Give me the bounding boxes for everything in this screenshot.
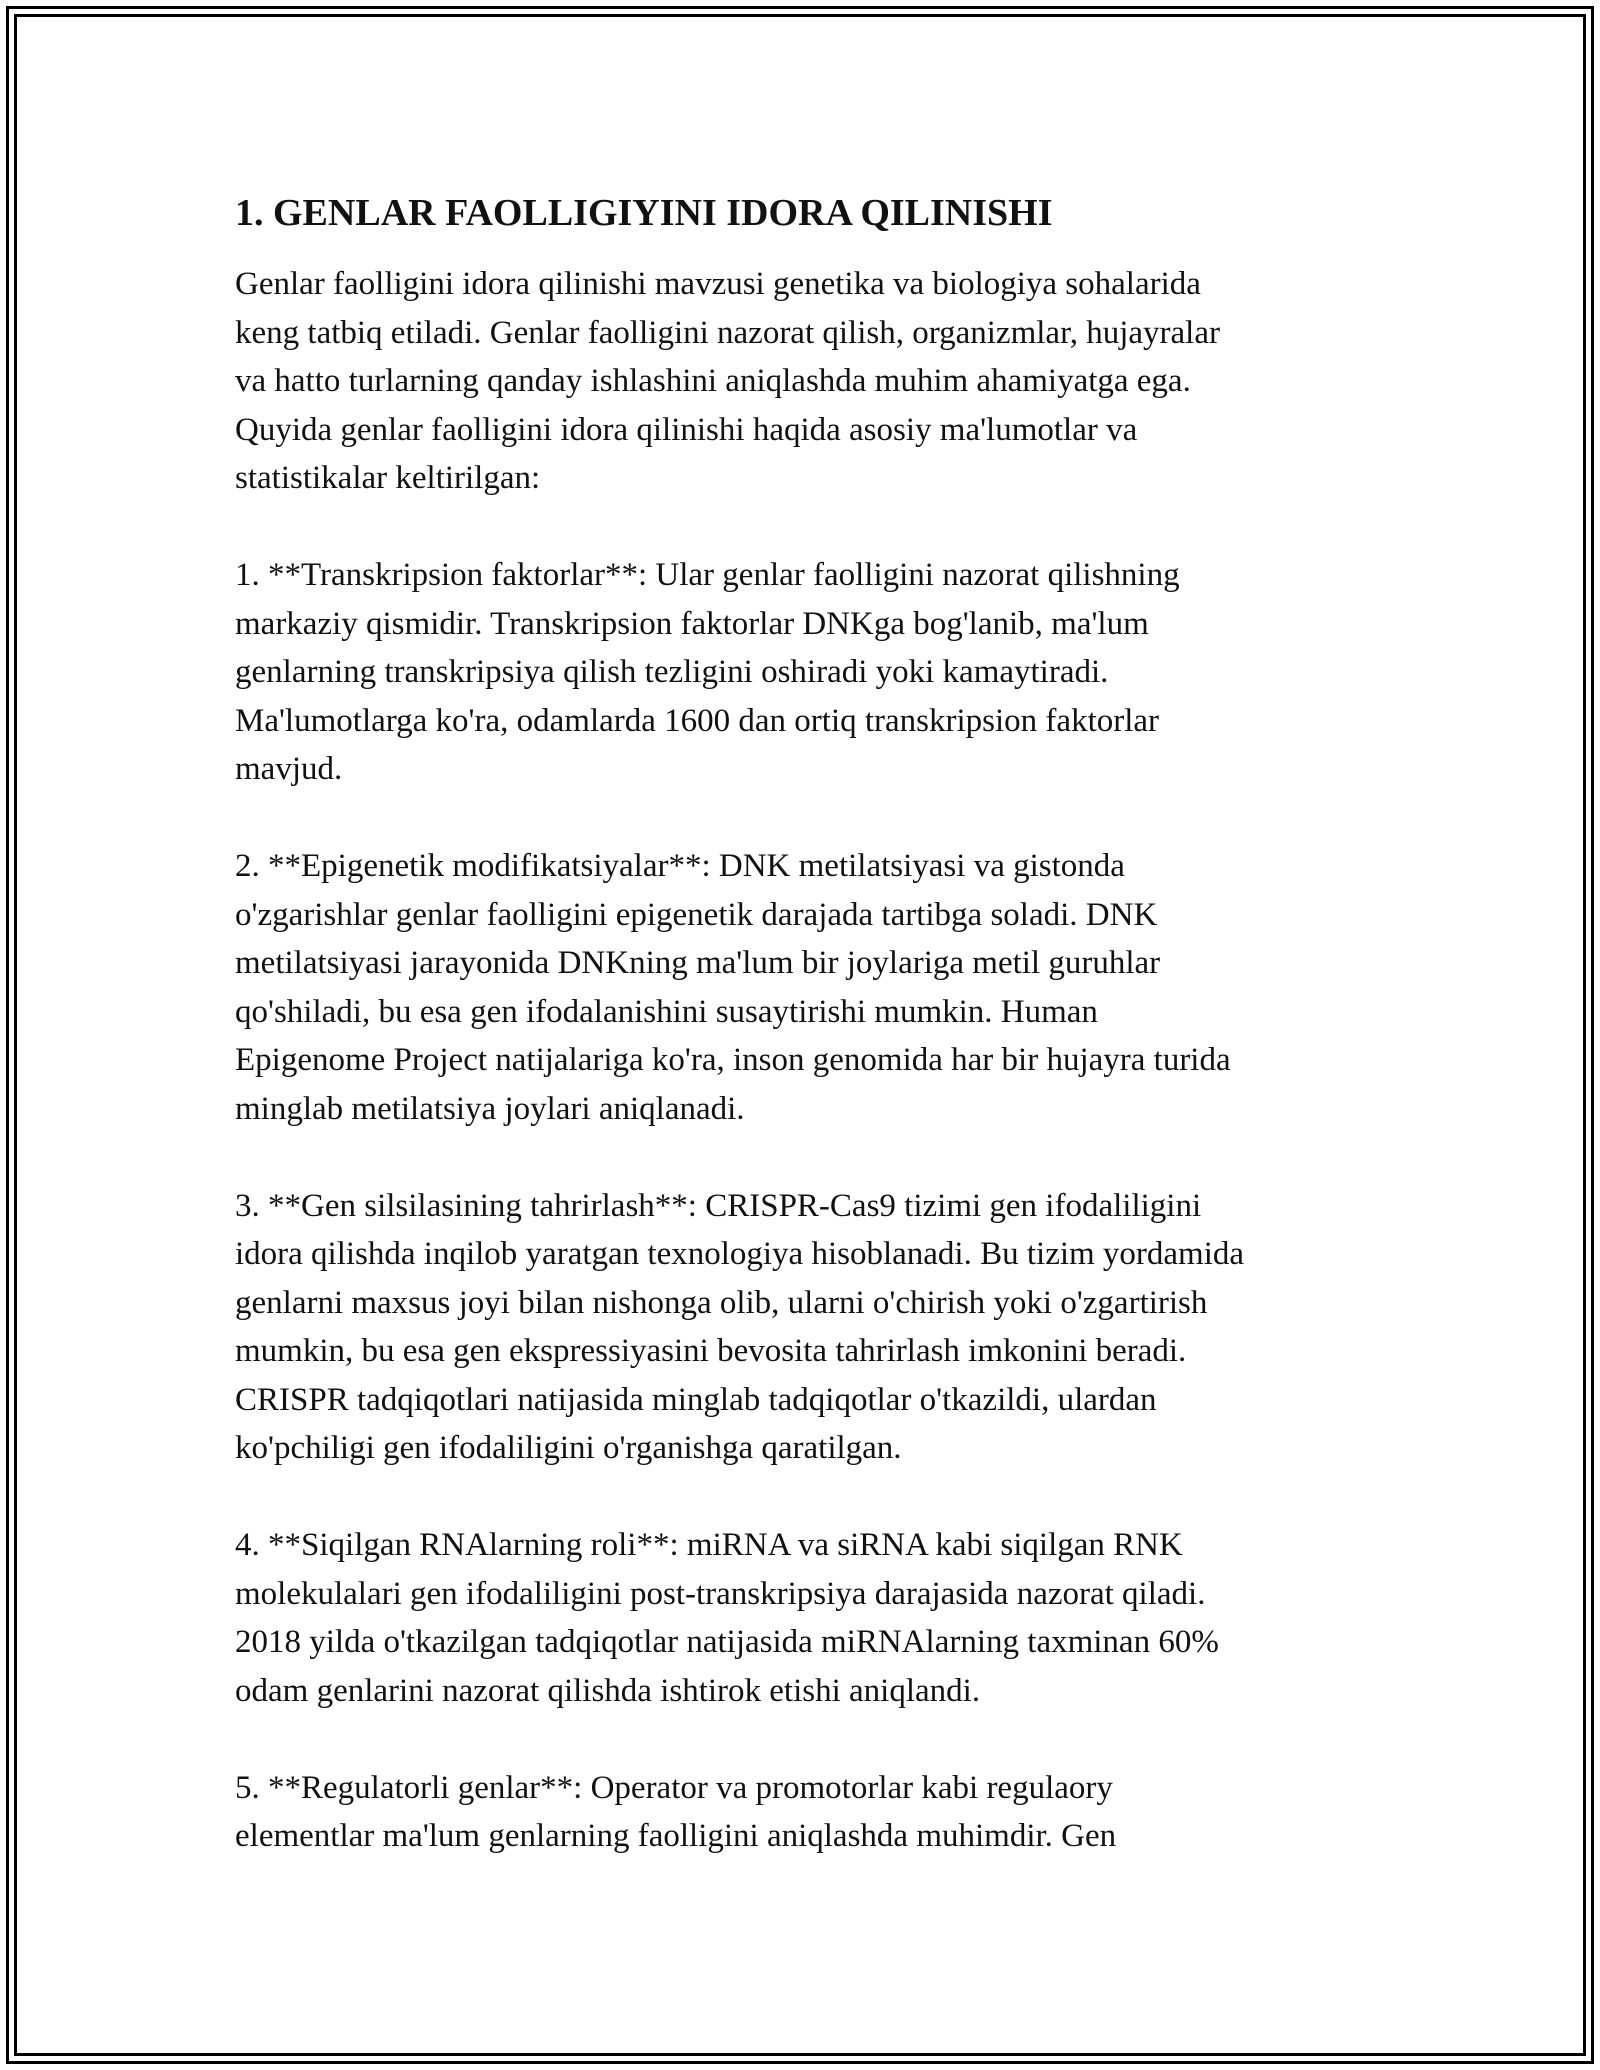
text-line: 5. **Regulatorli genlar**: Operator va promotorlar kabi regulaory [235,1769,1113,1806]
text-line: keng tatbiq etiladi. Genlar faolligini nazorat qilish, organizmlar, hujayralar [235,314,1220,351]
text-line: 2018 yilda o'tkazilgan tadqiqotlar natijasida miRNAlarning taxminan 60% [235,1624,1219,1660]
list-item-regulatory-genes [235,1764,1375,1861]
text-line: elementlar ma'lum genlarning faolligini aniqlashda muhimdir. Gen [235,1818,1117,1854]
text-line: CRISPR tadqiqotlari natijasida minglab tadqiqotlar o'tkazildi, ulardan [235,1381,1157,1418]
intro-paragraph [235,260,1375,503]
text-line: idora qilishda inqilob yaratgan texnologiya hisoblanadi. Bu tizim yordamida [235,1236,1245,1272]
text-line: mumkin, bu esa gen ekspressiyasini bevosita tahrirlash imkonini beradi. [235,1333,1187,1369]
document-title: 1. GENLAR FAOLLIGIYINI IDORA QILINISHI [235,192,1053,234]
text-line: qo'shiladi, bu esa gen ifodalanishini susaytirishi mumkin. Human [235,993,1098,1030]
list-item-gene-editing [235,1182,1375,1473]
text-line: statistikalar keltirilgan: [235,460,541,496]
list-item-small-rna [235,1521,1375,1715]
document-body [235,186,1375,1909]
text-line: markaziy qismidir. Transkripsion faktorlar DNKga bog'lanib, ma'lum [235,605,1149,642]
text-line: va hatto turlarning qanday ishlashini aniqlashda muhim ahamiyatga ega. [235,363,1191,399]
text-line: 4. **Siqilgan RNAlarning roli**: miRNA va siRNA kabi siqilgan RNK [235,1527,1183,1563]
text-line: 1. **Transkripsion faktorlar**: Ular genlar faolligini nazorat qilishning [235,557,1180,593]
text-line: 2. **Epigenetik modifikatsiyalar**: DNK metilatsiyasi va gistonda [235,848,1125,884]
list-item-epigenetic-modifications [235,842,1375,1133]
text-line: o'zgarishlar genlar faolligini epigenetik darajada tartibga soladi. DNK [235,896,1158,933]
text-line: mavjud. [235,751,343,787]
list-item-transcription-factors [235,551,1375,794]
text-line: genlarni maxsus joyi bilan nishonga olib, ularni o'chirish yoki o'zgartirish [235,1284,1208,1321]
text-line: minglab metilatsiya joylari aniqlanadi. [235,1090,745,1127]
text-line: ko'pchiligi gen ifodaliligini o'rganishga qaratilgan. [235,1430,902,1466]
text-line: molekulalari gen ifodaliligini post-transkripsiya darajasida nazorat qiladi. [235,1575,1206,1612]
text-line: 3. **Gen silsilasining tahrirlash**: CRISPR-Cas9 tizimi gen ifodaliligini [235,1187,1202,1224]
text-line: metilatsiyasi jarayonida DNKning ma'lum bir joylariga metil guruhlar [235,945,1161,981]
text-line: Ma'lumotlarga ko'ra, odamlarda 1600 dan ortiq transkripsion faktorlar [235,702,1160,739]
text-line: odam genlarini nazorat qilishda ishtirok etishi aniqlandi. [235,1672,981,1709]
text-line: genlarning transkripsiya qilish tezligini oshiradi yoki kamaytiradi. [235,654,1109,690]
text-line: Epigenome Project natijalariga ko'ra, inson genomida har bir hujayra turida [235,1042,1231,1078]
text-line: Quyida genlar faolligini idora qilinishi haqida asosiy ma'lumotlar va [235,411,1138,448]
text-line: Genlar faolligini idora qilinishi mavzusi genetika va biologiya sohalarida [235,266,1201,302]
